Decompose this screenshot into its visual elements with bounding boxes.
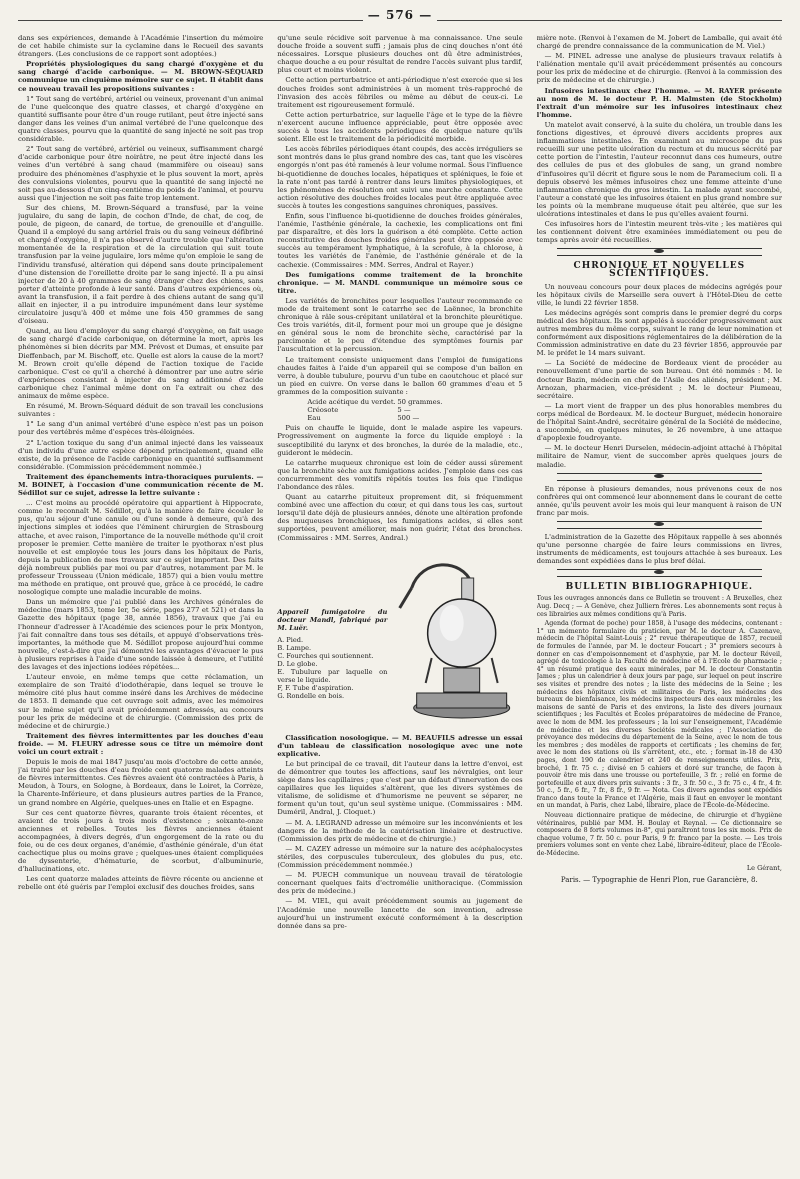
paragraph: 1° Le sang d'un animal vertébré d'une espèce n'est pas un poison pour des vertébrés même d'espèces très-éloignées. bbox=[18, 420, 264, 437]
bulletin-intro: Tous les ouvrages annoncés dans ce Bulletin se trouvent : A Bruxelles, chez Aug. Decq ; — A Genève, chez Julliern frères. Les abonnements sont reçus à ces librairies aux mêmes conditions qu'à Paris. bbox=[536, 595, 782, 618]
formula-amount: 5 — bbox=[397, 406, 411, 415]
paragraph: — La Société de médecine de Bordeaux vient de procéder au renouvellement d'une partie de son bureau. Ont été nommés : M. le docteur Bazin, médecin en chef de l'Asile des aliénés, président ; M. Arnozan, pharmacien, vice-président ; M. le docteur Piumeau, secrétaire. bbox=[536, 359, 782, 400]
paragraph: ... C'est moins au procédé opératoire qui appartient à Hippocrate, comme le reconnaît M. Sédillot, qu'à la manière de faire écouler le pus, qu'au séjour d'une canule ou d'une sonde à demeure, qu'à des injections simples et iodées que l'éminent chirurgien de Strasbourg attache, et avec raison, l'importance de la nouvelle méthode qu'il croit proposer le premier. Cette manière de traiter le pyothorax n'est plus nouvelle et est employée tous les jours dans les hôpitaux de Paris, depuis la publication de mes travaux sur ce sujet important. Des faits déjà nombreux publiés par moi ou par d'autres, notamment par M. le professeur Trousseau (Union médicale, 1857) qui a bien voulu mettre ma méthode en pratique, ont prouvé que, grâce à ce procédé, le cadre nosologique compte une maladie incurable de moins. bbox=[18, 499, 264, 597]
tubulure bbox=[462, 578, 474, 600]
paragraph: Puis on chauffe le liquide, dont le malade aspire les vapeurs. Progressivement on augmente la force du liquide employé : la susceptibilité du larynx et des bronches, la durée de la maladie, etc., guideront le médecin. bbox=[277, 424, 523, 457]
paragraph: — M. PINEL adresse une analyse de plusieurs travaux relatifs à l'aliénation mentale qu'il avait précédemment présentés au concours pour les prix de médecine et de chirurgie. (Renvoi à la commission des prix de médecine et de chirurgie.) bbox=[536, 52, 782, 85]
section-divider bbox=[557, 473, 762, 481]
paragraph: Dans un mémoire que j'ai publié dans les Archives générales de médecine (mars 1853, tome Ier, 5e série, pages 277 et 521) et dans la Gazette des hôpitaux (page 38, année 1856), travaux que j'ai eu l'honneur d'adresser à l'Académie des sciences pour le prix Montyon, j'ai fait connaître dans tous ses détails, et appuyé d'observations très-importantes, la méthode que M. Sédillot propose aujourd'hui comme nouvelle, c'est-à-dire que j'ai démontré les avantages d'évacuer le pus à plusieurs reprises à l'aide d'une sonde laissée à demeure, et l'utilité des lavages et des injections iodées répétées... bbox=[18, 598, 264, 672]
paragraph: Nouveau dictionnaire pratique de médecine, de chirurgie et d'hygiène vétérinaires, publié par MM. H. Boulay et Reynal. — Ce dictionnaire se composera de 8 forts volumes in-8°, qui paraîtront tous les six mois. Prix de chaque volume, 7 fr. 50 c. pour Paris, 9 fr. franco par la poste. — Les trois premiers volumes sont en vente chez Labé, libraire-éditeur, place de l'École-de-Médecine. bbox=[536, 812, 782, 858]
paragraph: Cette action perturbatrice, sur laquelle l'âge et le type de la fièvre n'exercent aucune influence appréciable, peut être opposée avec succès à tous les accidents périodiques de quelque nature qu'ils soient. Elle est le traitement de la périodicité morbide. bbox=[277, 110, 523, 144]
header-rule-left bbox=[18, 20, 363, 21]
section-divider bbox=[557, 248, 762, 256]
paragraph: Les variétés de bronchites pour lesquelles l'auteur recommande ce mode de traitement sont le catarrhe sec de Laënnec, la bronchite chronique à râle sous-crépitant unilatéral et la bronchite pleurétique. Ces trois variétés, dit-il, forment pour moi un groupe que je désigne en général sous le nom de bronchite sèche, caractérisé par la parcimonie et le peu d'étendue des symptômes fournis par l'auscultation et la percussion. bbox=[277, 296, 523, 354]
paragraph: — M. CAZEY adresse un mémoire sur la nature des acéphalocystes stériles, des corpuscules tuberculeux, des globules du pus, etc. (Commission précédemment nommée.) bbox=[277, 844, 523, 870]
paragraph: Un nouveau concours pour deux places de médecins agrégés pour les hôpitaux civils de Marseille sera ouvert à l'Hôtel-Dieu de cette ville, le lundi 22 février 1858. bbox=[536, 282, 782, 307]
column-1 bbox=[18, 34, 263, 1169]
paragraph-heading: Des fumigations comme traitement de la bronchite chronique. — M. MANDL communique un mémoire sous ce titre. bbox=[277, 270, 523, 295]
columns bbox=[18, 34, 782, 1169]
paragraph: Quand, au lieu d'employer du sang chargé d'oxygène, on fait usage de sang chargé d'acide carbonique, on détermine la mort, après les phénomènes si bien décrits par MM. Prévost et Dumas, et ensuite par Dieffenbach, par M. Bischoff, etc. Quelle est alors la cause de la mort? M. Brown croit qu'elle dépend de l'action toxique de l'acide carbonique. C'est ce qu'il a cherché à démontrer par une autre série d'expériences consistant à injecter du sang additionné d'acide carbonique chez l'animal même dont on l'a extrait ou chez des animaux de même espèce. bbox=[18, 327, 264, 401]
paragraph: Les accès fébriles périodiques étant coupés, des accès irréguliers se sont montrés dans le plus grand nombre des cas, tant que les viscères engorgés n'ont pas été ramenés à leur volume normal. Sous l'influence bi-quotidienne de douches locales, hépatiques et spléniques, le foie et la rate n'ont pas tardé à rentrer dans leurs limites physiologiques, et les phénomènes de résolution ont suivi une marche constante. Cette action résolutive des douches froides locales peut être appliquée avec succès à toutes les congestions sanguines chroniques, passives. bbox=[277, 145, 523, 210]
paragraph: qu'une seule récidive soit parvenue à ma connaissance. Une seule douche froide a souvent suffi ; jamais plus de cinq douches n'ont été nécessaires. Lorsque plusieurs douches ont dû être administrées, chaque douche a eu pour résultat de rendre l'accès suivant plus tardif, plus court et moins violent. bbox=[277, 34, 523, 75]
paragraph-heading: Traitement des fièvres intermittentes par les douches d'eau froide. — M. FLEURY adresse sous ce titre un mémoire dont voici un court extrait : bbox=[18, 731, 264, 756]
chronique-title: CHRONIQUE ET NOUVELLES SCIENTIFIQUES. bbox=[573, 261, 746, 280]
paragraph: En résumé, M. Brown-Séquard déduit de son travail les conclusions suivantes : bbox=[18, 402, 264, 419]
paragraph: Cette action perturbatrice et anti-périodique n'est exercée que si les douches froides sont administrées à un moment très-rapproché de l'invasion des accès fébriles ou même au début de ceux-ci. Le traitement est rigoureusement formulé. bbox=[277, 76, 523, 109]
paragraph: 1° Tout sang de vertébré, artériel ou veineux, provenant d'un animal de l'une quelconque des quatre classes, et chargé d'oxygène en quantité suffisante pour être d'un rouge rutilant, peut être injecté sans danger dans les veines d'un animal vertébré de l'une quelconque des quatre classes, pourvu que la quantité de sang injecté ne soit pas trop considérable. bbox=[18, 94, 264, 144]
fumigation-apparatus-illustration bbox=[391, 548, 522, 728]
paragraph: Enfin, sous l'influence bi-quotidienne de douches froides générales, l'anémie, l'asthénie générale, la cachexie, les complications ont fini par disparaître, et dès lors la guérison a été complète. Cette action reconstitutive des douches froides générales peut être opposée avec succès au tempérament lymphatique, à la scrofule, à la chlorose, à toutes les variétés de l'anémie, de l'asthénie générale et de la cachexie. (Commissaires : MM. Serres, Andral et Rayer.) bbox=[277, 211, 523, 269]
paragraph: Le catarrhe muqueux chronique est loin de céder aussi sûrement que la bronchite sèche aux fumigations acides. J'emploie dans ces cas concurremment des vomitifs répétés toutes les fois que l'indique l'abondance des râles. bbox=[277, 458, 523, 491]
formula-ingredient: Créosote bbox=[307, 406, 339, 415]
paragraph: Le but principal de ce travail, dit l'auteur dans la lettre d'envoi, est de démontrer que toutes les affections, sauf les névralgies, ont leur siège dans les capillaires ; que c'est par un défaut d'innervation de ces capillaires que les liquides s'altèrent, que les divers systèmes de vitalisme, de solidisme et d'humorisme ne peuvent se séparer, ne forment qu'un tout, qu'un seul système unique. (Commissaires : MM. Duméril, Andral, J. Cloquet.) bbox=[277, 759, 523, 817]
formula-amount: 500 — bbox=[397, 414, 420, 423]
paragraph: Les cent quatorze malades atteints de fièvre récente ou ancienne et rebelle ont été guéris par l'emploi exclusif des douches froides, sans bbox=[18, 875, 264, 892]
signature: Le Gérant, bbox=[746, 863, 782, 872]
paragraph: dans ses expériences, demande à l'Académie l'insertion du mémoire de cet habile chimiste sur la cyclamine dans le Recueil des savants étrangers. (Les conclusions de ce rapport sont adoptées.) bbox=[18, 34, 264, 59]
section-divider bbox=[557, 569, 762, 577]
paragraph-heading: Infusoires intestinaux chez l'homme. — M. RAYER présente au nom de M. le docteur P. H. Malmsten (de Stockholm) l'extrait d'un mémoire sur les infusoires intestinaux chez l'homme. bbox=[536, 86, 782, 119]
formula-ingredient: Eau bbox=[307, 414, 321, 423]
lamp bbox=[444, 668, 480, 692]
formula-table bbox=[307, 398, 522, 422]
formula-amount: 50 grammes. bbox=[397, 398, 443, 407]
formula-row bbox=[307, 414, 522, 422]
figure-caption: Appareil fumigatoire du docteur Mandl, fabriqué par M. Luër. bbox=[277, 607, 388, 632]
paragraph: — M. PUECH communique un nouveau travail de tératologie concernant quelques faits d'ectromélie unithoracique. (Commission des prix de médecine.) bbox=[277, 871, 523, 896]
apparatus-figure bbox=[277, 548, 522, 728]
paragraph: En réponse à plusieurs demandes, nous prévenons ceux de nos confrères qui ont commencé leur abonnement dans le courant de cette année, qu'ils peuvent avoir les mois qui leur manquent à raison de UN franc par mois. bbox=[536, 484, 782, 517]
paragraph: — M. le docteur Henri Durselen, médecin-adjoint attaché à l'hôpital militaire de Namur, vient de succomber après quelques jours de maladie. bbox=[536, 444, 782, 469]
figure-legend bbox=[277, 548, 387, 728]
page-number: — 576 — bbox=[367, 8, 433, 22]
printer-footer: Paris. — Typographie de Henri Plon, rue Garancière, 8. bbox=[560, 875, 758, 884]
paragraph: L'administration de la Gazette des Hôpitaux rappelle à ses abonnés qu'une personne chargée de faire leurs commissions en livres, instruments de médicaments, est toujours attachée à ses bureaux. Les demandes sont expédiées dans le plus bref délai. bbox=[536, 532, 782, 566]
page-header bbox=[18, 8, 782, 30]
paragraph: L'auteur envoie, en même temps que cette réclamation, un exemplaire de son Traité d'iodothérapie, dans lequel se trouve le mémoire cité plus haut comme inséré dans les Archives de médecine de 1853. Il demande que cet ouvrage soit admis, avec les mémoires sur le même sujet qu'il avait précédemment adressés, au concours pour les prix de médecine et de chirurgie. (Commission des prix de médecine et de chirurgie.) bbox=[18, 673, 264, 730]
paragraph-heading: Classification nosologique. — M. BEAUFILS adresse un essai d'un tableau de classification nosologique avec une note explicative. bbox=[277, 733, 523, 758]
formula-row bbox=[307, 398, 522, 406]
formula-row bbox=[307, 406, 522, 414]
legend-item: E. Tubulure par laquelle on verse le liquide. bbox=[277, 667, 388, 684]
paragraph: — M. A. LEGRAND adresse un mémoire sur les inconvénients et les dangers de la méthode de la cautérisation linéaire et destructive. (Commission des prix de médecine et de chirurgie.) bbox=[277, 818, 523, 843]
paragraph: Le traitement consiste uniquement dans l'emploi de fumigations chaudes faites à l'aide d'un appareil qui se compose d'un ballon en verre, à double tubulure, pourvu d'un tube en caoutchouc et placé sur un pied en cuivre. On verse dans le ballon 60 grammes d'eau et 5 grammes de la composition suivante : bbox=[277, 355, 523, 396]
formula-ingredient: Acide acétique du verdet. bbox=[307, 398, 396, 407]
paragraph: Un matelot avait conservé, à la suite du choléra, un trouble dans les fonctions digestives, et éprouvé divers accidents propres aux inflammations intestinales. En examinant au microscope du pus recueilli sur une petite ulcération du rectum et du mucus sécrété par cette portion de l'intestin, l'auteur reconnut dans ces humeurs, outre des cellules de pus et des globules de sang, un grand nombre d'infusoires qu'il décrit et figure sous le nom de Paramecium coli. Il a depuis observé les mêmes infusoires chez une femme atteinte d'une inflammation chronique du gros intestin. La malade ayant succombé, l'auteur a constaté que les infusoires étaient en plus grand nombre sur les points où la membrane muqueuse était peu altérée, que sur les ulcérations intestinales et dans le pus qu'elles avaient fourni. bbox=[536, 120, 782, 218]
paragraph: Sur des chiens, M. Brown-Séquard a transfusé, par la veine jugulaire, du sang de lapin, de cochon d'Inde, de chat, de coq, de poule, de pigeon, de canard, de tortue, de grenouille et d'anguille. Quand il a employé du sang artériel frais ou du sang veineux défibriné et chargé d'oxygène, il n'a pas observé d'autre trouble que l'altération momentanée de la respiration et de la circulation qui suit toute transfusion par la veine jugulaire, lors même qu'on emploie le sang de l'individu transfusé, altération qui dépend sans doute principalement d'une distension de l'oreillette droite par le sang injecté. Il a pu ainsi injecter de 20 à 40 grammes de sang étranger chez des chiens, sans porter d'atteinte profonde à leur santé. Dans d'autres expériences où, avant la transfusion, il a fait perdre à des chiens autant de sang qu'il allait en injecter, il a pu introduire impunément dans leur système circulatoire jusqu'à 400 et même une fois 450 grammes de sang d'oiseau. bbox=[18, 203, 264, 326]
column-3 bbox=[537, 34, 782, 1169]
bulletin-title: BULLETIN BIBLIOGRAPHIQUE. bbox=[565, 582, 753, 593]
legend-item: B. Lampe. bbox=[277, 643, 312, 652]
column-2 bbox=[277, 34, 522, 1169]
legend-item: G. Rondelle en bois. bbox=[277, 691, 345, 700]
paragraph: Sur ces cent quatorze fièvres, quarante trois étaient récentes, et avaient de trois jours à trois mois d'existence ; soixante-onze anciennes et rebelles. Toutes les fièvres anciennes étaient accompagnées, à divers degrés, d'un engorgement de la rate ou du foie, ou de ces deux organes, d'anémie, d'asthénie générale, d'un état cachectique plus ou moins grave ; quelques-unes étaient compliquées de dyssenterie, d'hématurie, de scorbut, d'albuminurie, d'hallucinations, etc. bbox=[18, 808, 264, 874]
paragraph: mière note. (Renvoi à l'examen de M. Jobert de Lamballe, qui avait été chargé de prendre connaissance de la communication de M. Viel.) bbox=[536, 34, 782, 51]
legend-item: F, F. Tube d'aspiration. bbox=[277, 683, 354, 692]
paragraph: Agenda (format de poche) pour 1858, à l'usage des médecins, contenant : 1° un mémento formulaire du praticien, par M. le docteur A. Cazenave, médecin de l'hôpital Saint-Louis ; 2° revue thérapeutique de 1857, recueil de formules de l'année, par M. le docteur Foucart ; 3° premiers secours à donner en cas d'empoisonnement et d'asphyxie, par M. le docteur Réveil, agrégé de toxicologie à la Faculté de médecine et à l'Ecole de pharmacie ; 4° un résumé pratique des eaux minérales, par M. le docteur Constantin James ; plus un calendrier à deux jours par page, sur lequel on peut inscrire ses visites et prendre des notes ; la liste des médecins de la Seine ; les médecins des hôpitaux civils et militaires de Paris, les médecins des bureaux de bienfaisance, les médecins inspecteurs des eaux minérales ; les maisons de santé de Paris et des environs, la liste des divers journaux scientifiques ; les Facultés et Écoles préparatoires de médecine de France, avec le nom de MM. les professeurs ; la loi sur l'enseignement, l'Académie de médecine et les diverses Sociétés médicales ; l'Association de prévoyance des médecins du département de la Seine, avec le nom de tous les membres ; des modèles de rapports et certificats ; les chemins de fer, avec le nom des stations où ils s'arrêtent, etc., etc. ; format in-18 de 430 pages, dont 190 de calendrier et 240 de renseignements utiles. Prix, broché, 1 fr. 75 c. ; divisé en 5 cahiers et doré sur tranche, de façon à pouvoir être mis dans une trousse ou portefeuille, 3 fr. ; relié en forme de portefeuille et aux divers prix suivants : 3 fr., 3 fr. 50 c., 3 fr. 75 c., 4 fr., 4 fr. 50 c., 5 fr., 6 fr., 7 fr., 8 fr., 9 fr. — Nota. Ces divers agendas sont expédiés franco dans toute la France et l'Algérie, mais il faut en envoyer le montant en un mandat, à Paris, chez Labé, libraire, place de l'École-de-Médecine. bbox=[536, 620, 782, 810]
paragraph: 2° L'action toxique du sang d'un animal injecté dans les vaisseaux d'un individu d'une autre espèce dépend principalement, quand elle existe, de la présence de l'acide carbonique en quantité suffisamment considérable. (Commission précédemment nommée.) bbox=[18, 438, 264, 471]
legend-item: C. Fourches qui soutiennent. bbox=[277, 651, 374, 660]
section-divider bbox=[557, 521, 762, 529]
paragraph: — M. VIEL, qui avait précédemment soumis au jugement de l'Académie une nouvelle lancette de son invention, adresse aujourd'hui un instrument exécuté conformément à la description donnée dans sa pre- bbox=[277, 897, 523, 930]
legend-item: A. Pied. bbox=[277, 635, 304, 644]
paragraph: — La mort vient de frapper un des plus honorables membres du corps médical de Bordeaux. M. le docteur Burguet, médecin honoraire de l'hôpital Saint-André, secrétaire général de la Société de médecine, a succombé, en quelques minutes, le 26 novembre, à une attaque d'apoplexie foudroyante. bbox=[536, 401, 782, 443]
paragraph: Quant au catarrhe pituiteux proprement dit, si fréquemment combiné avec une affection du cœur, et qui dans tous les cas, surtout lorsqu'il date déjà de plusieurs années, dénote une altération profonde des muqueuses bronchiques, les fumigations acides, si elles sont supportées, peuvent améliorer, mais non guérir, l'état des bronches. (Commissaires : MM. Serres, Andral.) bbox=[277, 493, 523, 542]
legend-item: D. Le globe. bbox=[277, 659, 318, 668]
paragraph-heading: Traitement des épanchements intra-thoraciques purulents. — M. BOINET, à l'occasion d'une communication récente de M. Sédillot sur ce sujet, adresse la lettre suivante : bbox=[18, 472, 264, 498]
paragraph: Depuis le mois de mai 1847 jusqu'au mois d'octobre de cette année, j'ai traité par les douches d'eau froide cent quatorze malades atteints de fièvres intermittentes. Ces fièvres avaient été contractées à Paris, à Meudon, à Tours, en Sologne, à Bordeaux, dans le Loiret, la Corrèze, la Charente-Inférieure, et dans plusieurs autres parties de la France, un grand nombre en Algérie, quelques-unes en Italie et en Espagne. bbox=[18, 758, 264, 807]
header-rule-right bbox=[437, 20, 782, 21]
paragraph: 2° Tout sang de vertébré, artériel ou veineux, suffisamment chargé d'acide carbonique pour être noirâtre, ne peut être injecté dans les veines d'un vertébré à sang chaud (mammifère ou oiseau) sans produire des phénomènes d'asphyxie et le plus souvent la mort, après des convulsions violentes, pourvu que la quantité de sang injecté ne soit pas au-dessous d'un cinq-centième du poids de l'animal, et pourvu aussi que l'injection ne soit pas faite trop lentement. bbox=[18, 145, 264, 202]
paragraph-heading: Propriétés physiologiques du sang chargé d'oxygène et du sang chargé d'acide carbonique. — M. BROWN-SÉQUARD communique un cinquième mémoire sur ce sujet. Il établit dans ce nouveau travail les propositions suivantes : bbox=[18, 60, 264, 93]
glass-globe bbox=[428, 599, 496, 667]
paragraph: Les médecins agrégés sont compris dans le premier degré du corps médical des hôpitaux. Ils sont appelés à succéder progressivement aux autres membres du même corps, suivant le rang de leur nomination et conformément aux dispositions réglementaires de la délibération de la Commission administrative en date du 23 février 1856, approuvée par M. le préfet le 14 mars suivant. bbox=[536, 308, 782, 358]
paragraph: Ces infusoires hors de l'intestin meurent très-vite ; les matières qui les contiennent doivent être examinées immédiatement ou peu de temps après avoir été recueillies. bbox=[536, 220, 782, 245]
